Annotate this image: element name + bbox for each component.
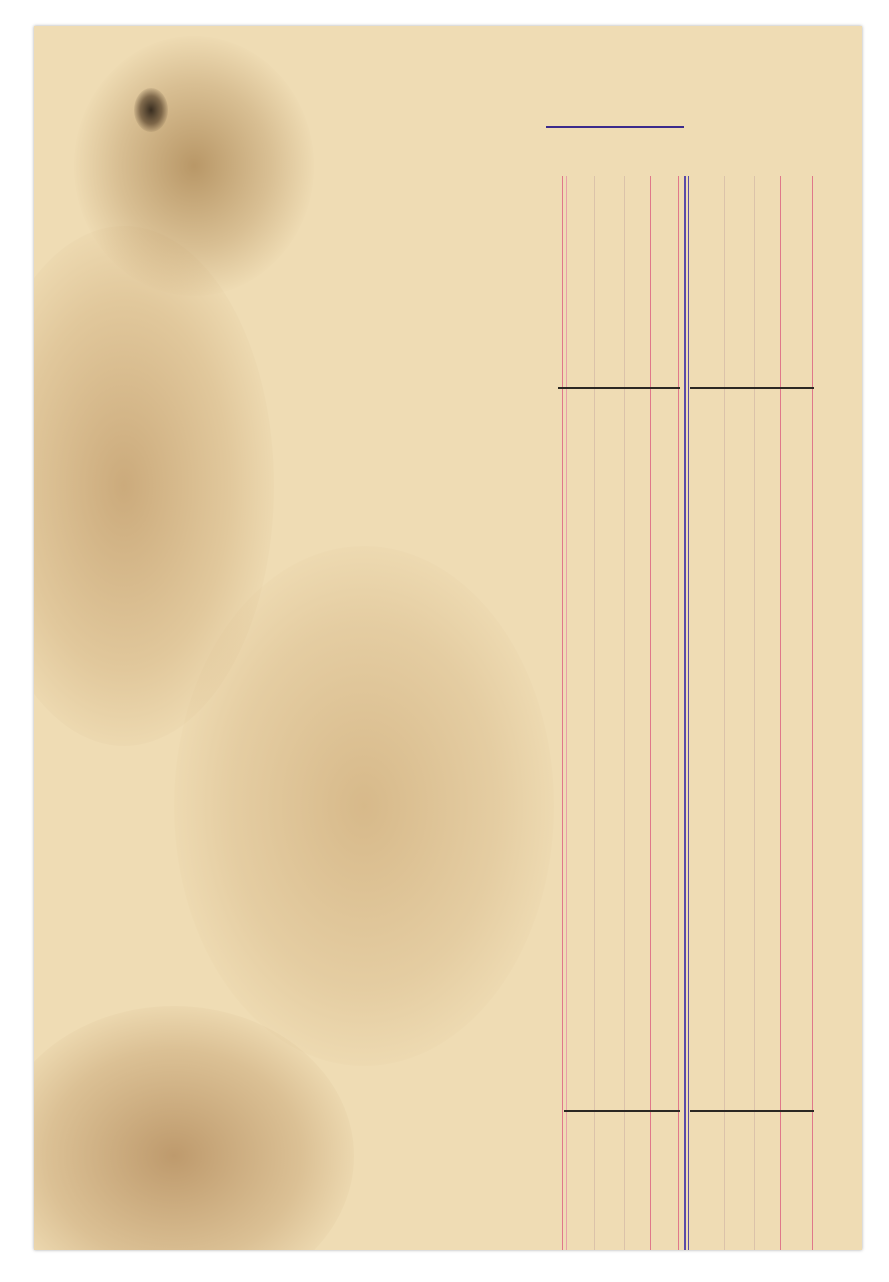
entrata-header-rule [558,387,680,389]
stain-bottom-left [34,1006,354,1250]
rule-entrata-left [562,176,563,1250]
stain-drop [134,88,168,132]
rule-faint-1 [594,176,595,1250]
rule-uscita-dec [780,176,781,1250]
rule-center-violet-2 [688,176,689,1250]
rule-entrata-right [678,176,679,1250]
rule-center-violet [684,176,686,1250]
stain-left-mid [34,226,274,746]
rule-entrata-left-2 [566,176,567,1250]
rule-faint-3 [724,176,725,1250]
rule-uscita-right [812,176,813,1250]
uscita-total-rule [690,1110,814,1112]
document-page [34,26,862,1250]
rule-entrata-dec [650,176,651,1250]
stamp-underline [546,126,684,128]
rule-faint-2 [624,176,625,1250]
stain-center [174,546,554,1066]
uscita-header-rule [690,387,814,389]
entrata-total-rule [564,1110,680,1112]
stain-top-left [74,36,314,296]
rule-faint-4 [754,176,755,1250]
